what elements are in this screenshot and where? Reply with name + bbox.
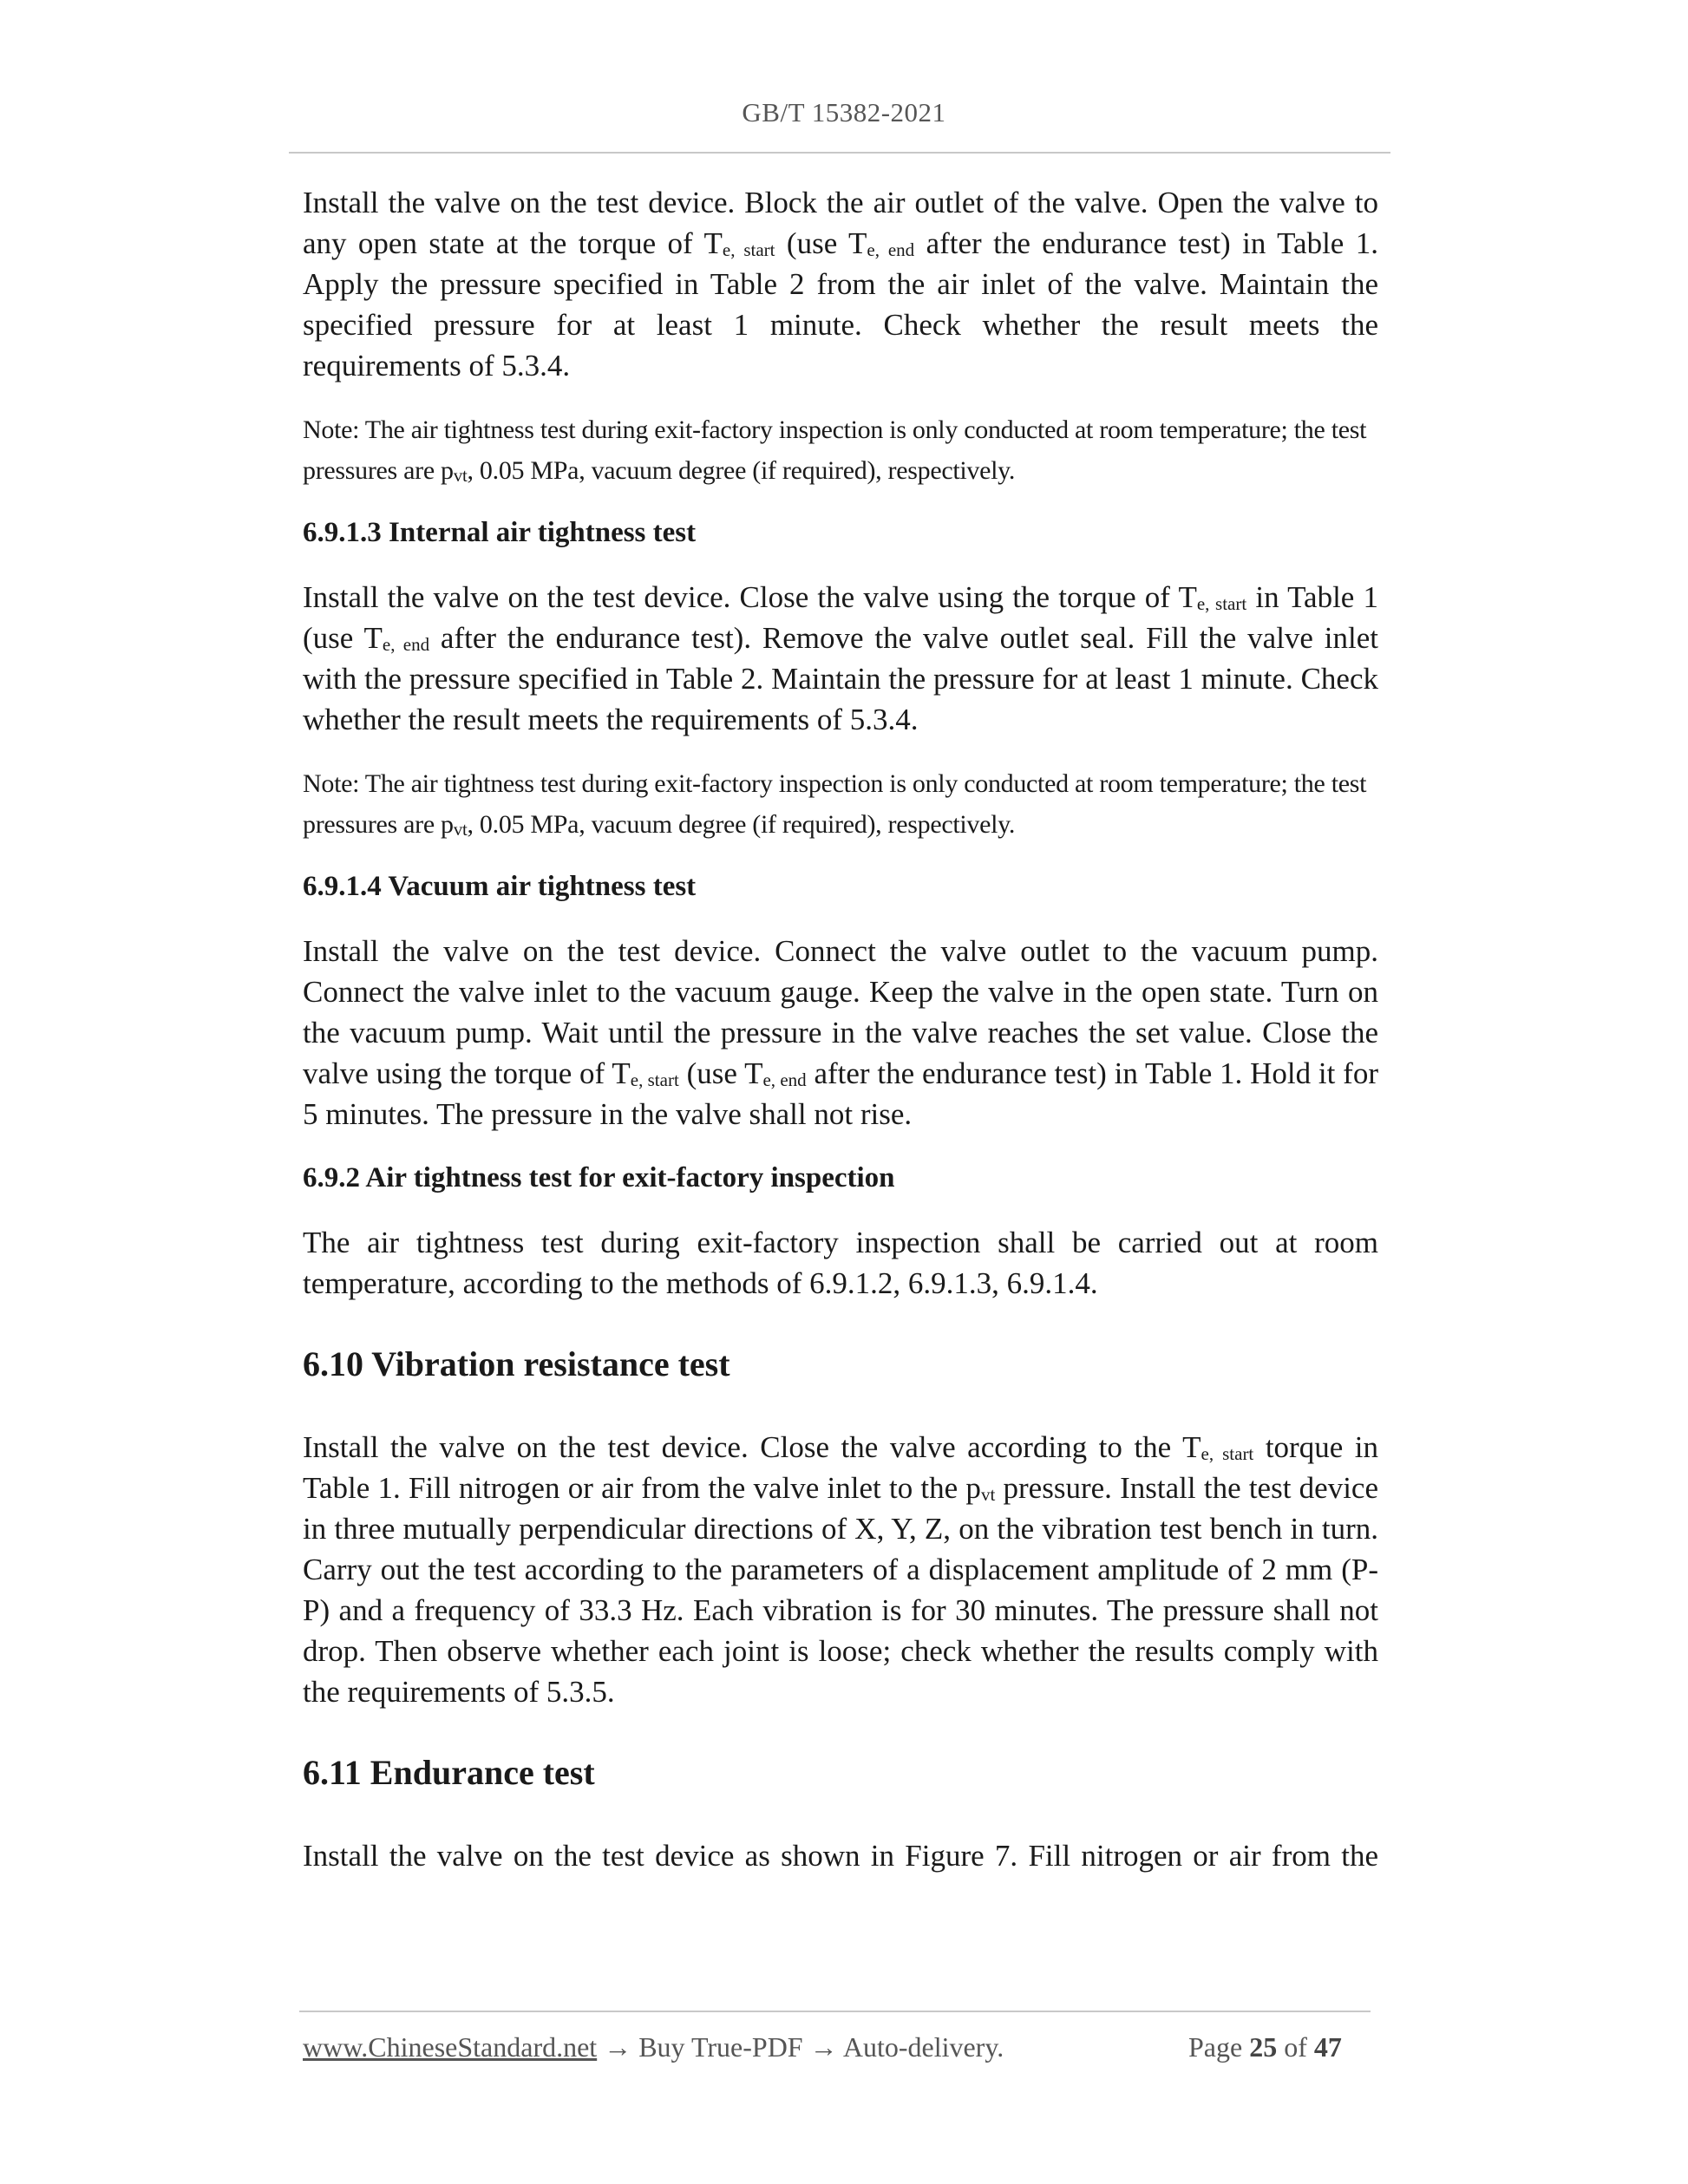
page-header bbox=[0, 97, 1688, 128]
page-number: Page 25 of 47 bbox=[1188, 2031, 1342, 2063]
footer-divider bbox=[299, 2011, 1371, 2012]
arrow-icon: → bbox=[802, 2031, 843, 2063]
arrow-icon: → bbox=[597, 2031, 639, 2063]
paragraph-6914-procedure: Install the valve on the test device. Connect the valve outlet to the vacuum pump. Connect the valve inlet to the vacuum gauge. Keep the valve in the open state. Turn on the vacuum pump. Wait until the pressure in the valve reaches the set value. Close the valve using the torque of Te, start (use Te, end after the endurance test) in Table 1. Hold it for 5 minutes. The pressure in the valve shall not rise. bbox=[303, 934, 1378, 1131]
paragraph-6913-procedure: Install the valve on the test device. Close the valve using the torque of Te, start in Table 1 (use Te, end after the endurance test). Remove the valve outlet seal. Fill the valve inlet with the pressure specified in Table 2. Maintain the pressure for at least 1 minute. Check whether the result meets the requirements of 5.3.4. bbox=[303, 580, 1379, 736]
paragraph-692: The air tightness test during exit-factory inspection shall be carried out at room temperature, according to the methods of 6.9.1.2, 6.9.1.3, 6.9.1.4. bbox=[303, 1226, 1378, 1300]
heading-610: 6.10 Vibration resistance test bbox=[303, 1344, 730, 1383]
buy-pdf-link[interactable]: Buy True-PDF bbox=[638, 2031, 803, 2063]
document-body bbox=[303, 182, 1378, 1900]
paragraph-610: Install the valve on the test device. Close the valve according to the Te, start torque in Table 1. Fill nitrogen or air from the valve inlet to the pvt pressure. Install the test device in three mutually perpendicular directions of X, Y, Z, on the vibration test bench in turn. Carry out the test according to the parameters of a displacement amplitude of 2 mm (P-P) and a frequency of 33.3 Hz. Each vibration is for 30 minutes. The pressure shall not drop. Then observe whether each joint is loose; check whether the results comply with the requirements of 5.3.5. bbox=[303, 1430, 1379, 1709]
heading-692: 6.9.2 Air tightness test for exit-factory inspection bbox=[303, 1162, 895, 1193]
paragraph-611: Install the valve on the test device as shown in Figure 7. Fill nitrogen or air from the bbox=[303, 1839, 1378, 1873]
website-link[interactable]: www.ChineseStandard.net bbox=[303, 2031, 598, 2063]
current-page: 25 bbox=[1249, 2031, 1278, 2063]
footer-promo bbox=[303, 2031, 1004, 2063]
heading-6913: 6.9.1.3 Internal air tightness test bbox=[303, 517, 697, 548]
header-divider bbox=[289, 152, 1390, 154]
heading-611: 6.11 Endurance test bbox=[303, 1753, 595, 1792]
document-id: GB/T 15382-2021 bbox=[742, 97, 946, 128]
auto-delivery-text: Auto-delivery. bbox=[842, 2031, 1004, 2063]
heading-6914: 6.9.1.4 Vacuum air tightness test bbox=[303, 871, 697, 902]
note-6912: Note: The air tightness test during exit-factory inspection is only conducted at room temperature; the test pressures are pvt, 0.05 MPa, vacuum degree (if required), respectively. bbox=[303, 415, 1367, 487]
note-6913: Note: The air tightness test during exit-factory inspection is only conducted at room temperature; the test pressures are pvt, 0.05 MPa, vacuum degree (if required), respectively. bbox=[303, 769, 1367, 840]
total-pages: 47 bbox=[1313, 2031, 1342, 2063]
paragraph-6912-procedure: Install the valve on the test device. Block the air outlet of the valve. Open the valve to any open state at the torque of Te, start (use Te, end after the endurance test) in Table 1. Apply the pressure specified in Table 2 from the air inlet of the valve. Maintain the specified pressure for at least 1 minute. Check whether the result meets the requirements of 5.3.4. bbox=[303, 186, 1378, 383]
